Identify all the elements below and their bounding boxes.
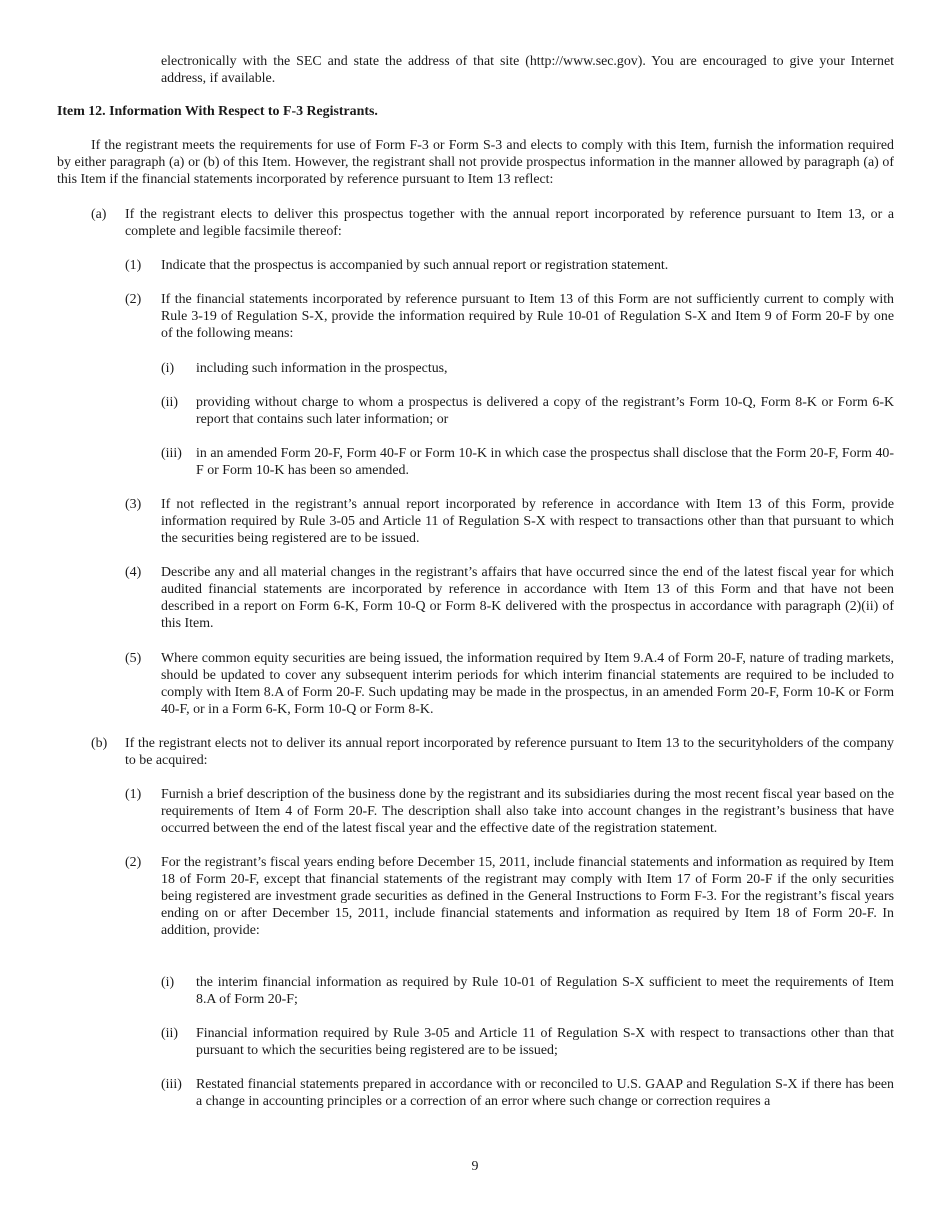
a-item-5-label: (5) [125,651,142,666]
a-sub-ii-label: (ii) [161,395,178,410]
b-sub-i-label: (i) [161,975,175,990]
paragraph-a-text: If the registrant elects to deliver this prospectus together with the annual report incorporated by reference pursuant to Item 13, or a complete and legible facsimile thereof: [125,207,894,239]
paragraph-a-label: (a) [91,207,107,222]
a-item-2-label: (2) [125,292,142,307]
b-sub-iii-label: (iii) [161,1077,182,1092]
a-item-4-label: (4) [125,565,142,580]
a-sub-i-text: including such information in the prospectus, [196,361,448,376]
a-sub-iii-label: (iii) [161,446,182,461]
paragraph-b-label: (b) [91,736,108,751]
b-item-1-label: (1) [125,787,142,802]
a-sub-iii-text: in an amended Form 20-F, Form 40-F or Form 10-K in which case the prospectus shall disclose that the Form 20-F, Form 40-F or Form 10-K has been so amended. [196,446,894,478]
b-sub-iii-text: Restated financial statements prepared in accordance with or reconciled to U.S. GAAP and Regulation S-X if there has been a change in accounting principles or a correction of an error where such change or correction requires a [196,1077,894,1109]
a-sub-i-label: (i) [161,361,175,376]
page-number: 9 [471,1159,479,1174]
b-sub-ii-text: Financial information required by Rule 3-05 and Article 11 of Regulation S-X with respect to transactions other than that pursuant to which the securities being registered are to be issued; [196,1026,894,1058]
b-item-2-text: For the registrant’s fiscal years ending before December 15, 2011, include financial statements and information as required by Item 18 of Form 20-F, except that financial statements of the registrant may comply with Item 17 of Form 20-F if the only securities being registered are investment grade securities as defined in the General Instructions to Form F-3. For the registrant’s fiscal years ending on or after December 15, 2011, include financial statements and information as required by Item 18 of Form 20-F. In addition, provide: [161,855,894,938]
b-sub-i-text: the interim financial information as required by Rule 10-01 of Regulation S-X sufficient to meet the requirements of Item 8.A of Form 20-F; [196,975,894,1007]
a-sub-ii-text: providing without charge to whom a prospectus is delivered a copy of the registrant’s Form 10-Q, Form 8-K or Form 6-K report that contains such later information; or [196,395,894,427]
b-item-1-text: Furnish a brief description of the business done by the registrant and its subsidiaries during the most recent fiscal year based on the requirements of Item 4 of Form 20-F. The description shall also take into account changes in the registrant’s business that have occurred between the end of the latest fiscal year and the effective date of the registration statement. [161,787,894,836]
b-sub-ii-label: (ii) [161,1026,178,1041]
paragraph-b-text: If the registrant elects not to deliver its annual report incorporated by reference pursuant to Item 13 to the securityholders of the company to be acquired: [125,736,894,768]
a-item-2-text: If the financial statements incorporated by reference pursuant to Item 13 of this Form are not sufficiently current to comply with Rule 3-19 of Regulation S-X, provide the information required by Rule 10-01 of Regulation S-X and Item 9 of Form 20-F by one of the following means: [161,292,894,341]
item-heading: Item 12. Information With Respect to F-3 Registrants. [57,104,378,119]
a-item-5-text: Where common equity securities are being issued, the information required by Item 9.A.4 of Form 20-F, nature of trading markets, should be updated to cover any subsequent interim periods for which interim financial statements are required to be included to comply with Item 8.A of Form 20-F. Such updating may be made in the prospectus, in an amended Form 20-F, Form 10-K or Form 40-F, or in a Form 6-K, Form 10-Q or Form 8-K. [161,651,894,717]
b-item-2-label: (2) [125,855,142,870]
continued-paragraph: electronically with the SEC and state the address of that site (http://www.sec.gov). You are encouraged to give your Internet address, if available. [161,54,894,86]
a-item-3-text: If not reflected in the registrant’s annual report incorporated by reference in accordance with Item 13 of this Form, provide information required by Rule 3-05 and Article 11 of Regulation S-X with respect to transactions other than that pursuant to which the securities being registered are to be issued. [161,497,894,546]
intro-paragraph: If the registrant meets the requirements for use of Form F-3 or Form S-3 and elects to comply with this Item, furnish the information required by either paragraph (a) or (b) of this Item. However, the registrant shall not provide prospectus information in the manner allowed by paragraph (a) of this Item if the financial statements incorporated by reference pursuant to Item 13 reflect: [57,138,894,187]
a-item-1-label: (1) [125,258,142,273]
a-item-4-text: Describe any and all material changes in the registrant’s affairs that have occurred since the end of the latest fiscal year for which audited financial statements are incorporated by reference in accordance with Item 13 of this Form and that have not been described in a report on Form 6-K, Form 10-Q or Form 8-K delivered with the prospectus in accordance with paragraph (2)(ii) of this Item. [161,565,894,631]
a-item-3-label: (3) [125,497,142,512]
a-item-1-text: Indicate that the prospectus is accompanied by such annual report or registration statement. [161,258,669,273]
